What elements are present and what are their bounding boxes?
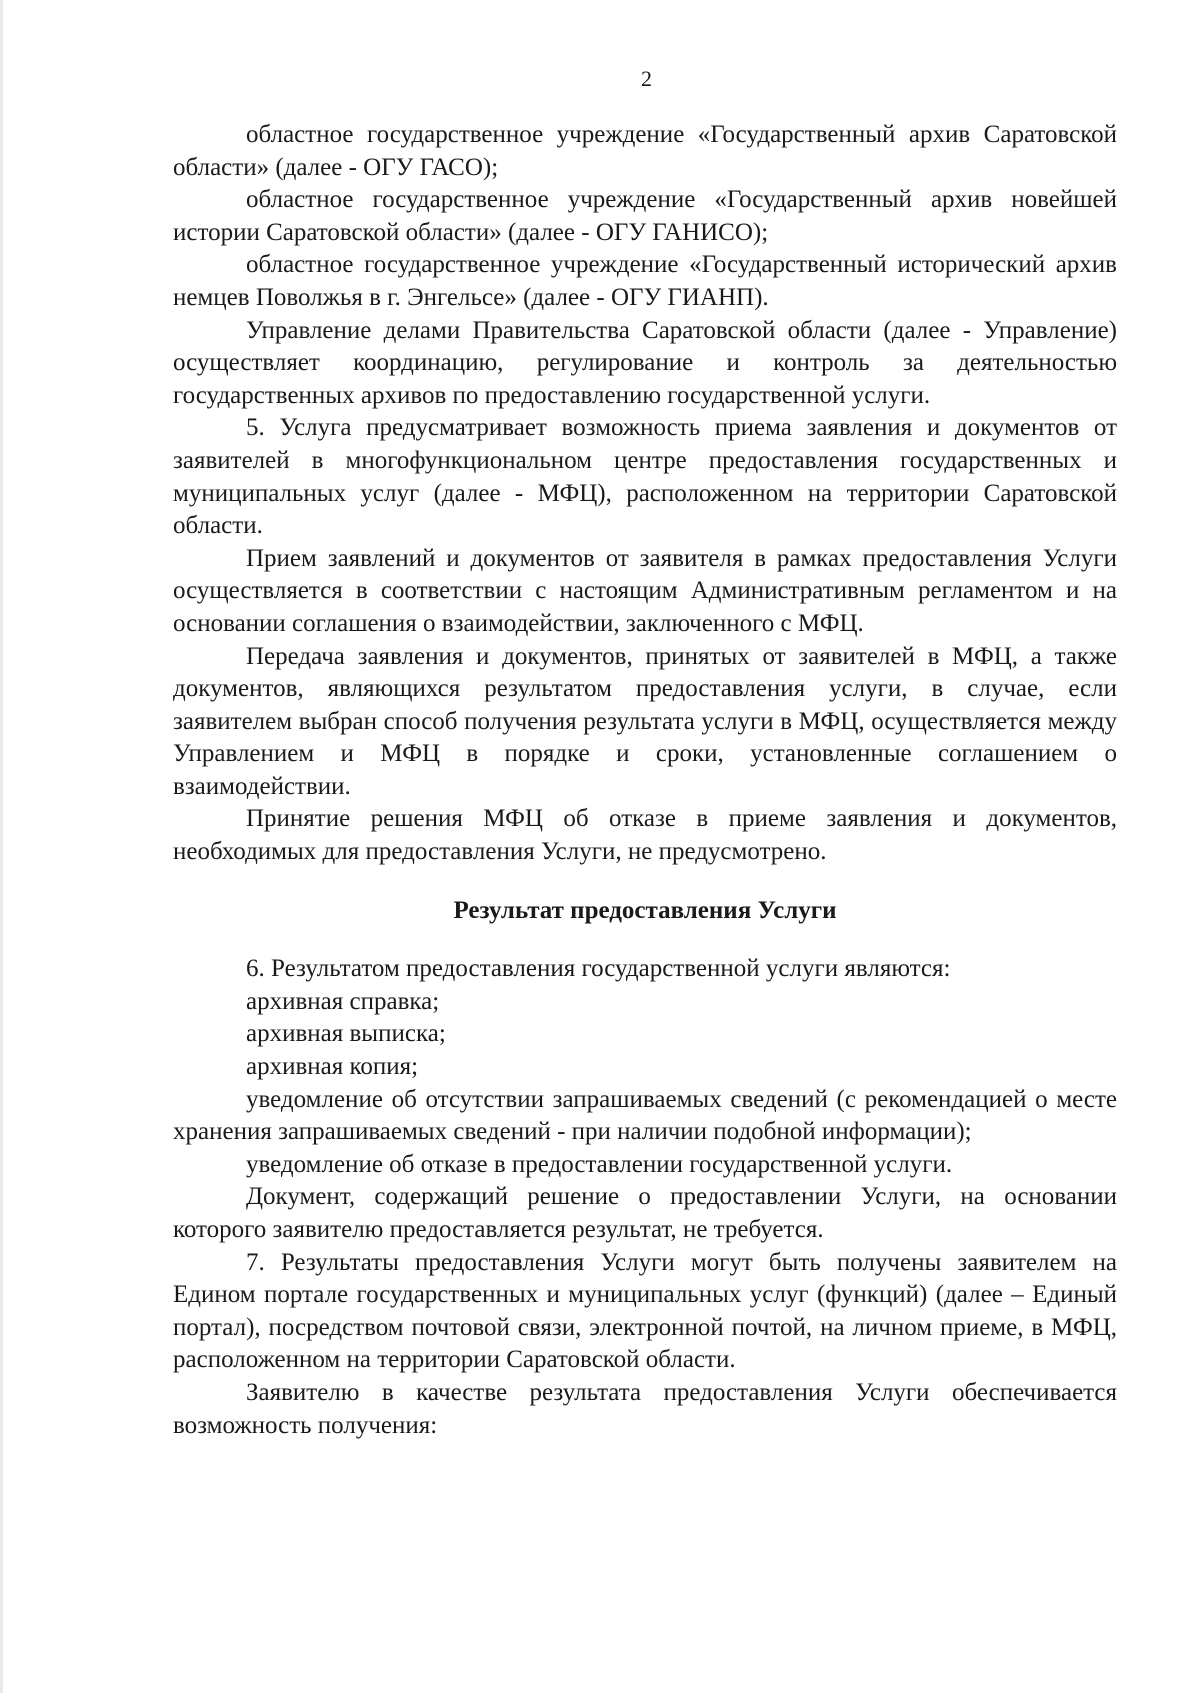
- paragraph-peredacha: Передача заявления и документов, принятых от заявителей в МФЦ, а также документов, являющихся результатом предоставления услуги, в случае, если заявителем выбран способ получения результата услуги в МФЦ, осуществляется между Управлением и МФЦ в порядке и сроки, установленные соглашением о взаимодействии.: [173, 642, 1117, 800]
- paragraph-item-7: 7. Результаты предоставления Услуги могут быть получены заявителем на Едином портале государственных и муниципальных услуг (функций) (далее – Единый портал), посредством почтовой связи, электронной почтой, на личном приеме, в МФЦ, расположенном на территории Саратовской области.: [173, 1248, 1117, 1374]
- document-body: [173, 119, 1117, 1442]
- paragraph-upravlenie: Управление делами Правительства Саратовской области (далее - Управление) осуществляет координацию, регулирование и контроль за деятельностью государственных архивов по предоставлению государственной услуги.: [173, 316, 1117, 409]
- list-item-kopiya: архивная копия;: [246, 1053, 419, 1081]
- spacer: [173, 869, 1117, 895]
- page-number: 2: [641, 66, 652, 91]
- paragraph-gaso: областное государственное учреждение «Государственный архив Саратовской области» (далее - ОГУ ГАСО);: [173, 121, 1117, 181]
- paragraph-gianp: областное государственное учреждение «Государственный исторический архив немцев Поволжья в г. Энгельсе» (далее - ОГУ ГИАНП).: [173, 251, 1117, 311]
- spacer: [173, 927, 1117, 953]
- list-item-uvedomlenie-otkaz: уведомление об отказе в предоставлении государственной услуги.: [246, 1150, 953, 1178]
- paragraph-dokument: Документ, содержащий решение о предоставлении Услуги, на основании которого заявителю предоставляется результат, не требуется.: [173, 1183, 1117, 1243]
- list-item-uvedomlenie-otsutstvie: уведомление об отсутствии запрашиваемых сведений (с рекомендацией о месте хранения запрашиваемых сведений - при наличии подобной информации);: [173, 1085, 1117, 1146]
- paragraph-vozmozhnost: Заявителю в качестве результата предоставления Услуги обеспечивается возможность получения:: [173, 1378, 1117, 1439]
- paragraph-item-6: 6. Результатом предоставления государственной услуги являются:: [246, 955, 951, 983]
- section-heading: Результат предоставления Услуги: [453, 896, 837, 924]
- scan-edge-shadow: [0, 0, 3, 1693]
- list-item-vypiska: архивная выписка;: [246, 1020, 446, 1048]
- paragraph-otkaz-mfc: Принятие решения МФЦ об отказе в приеме заявления и документов, необходимых для предоставления Услуги, не предусмотрено.: [173, 805, 1117, 866]
- paragraph-ganiso: областное государственное учреждение «Государственный архив новейшей истории Саратовской области» (далее - ОГУ ГАНИСО);: [173, 186, 1117, 246]
- list-item-spravka: архивная справка;: [246, 987, 440, 1015]
- paragraph-priem: Прием заявлений и документов от заявителя в рамках предоставления Услуги осуществляется в соответствии с настоящим Административным регламентом и на основании соглашения о взаимодействии, заключенного с МФЦ.: [173, 544, 1117, 637]
- paragraph-item-5: 5. Услуга предусматривает возможность приема заявления и документов от заявителей в многофункциональном центре предоставления государственных и муниципальных услуг (далее - МФЦ), расположенном на территории Саратовской области.: [173, 414, 1117, 540]
